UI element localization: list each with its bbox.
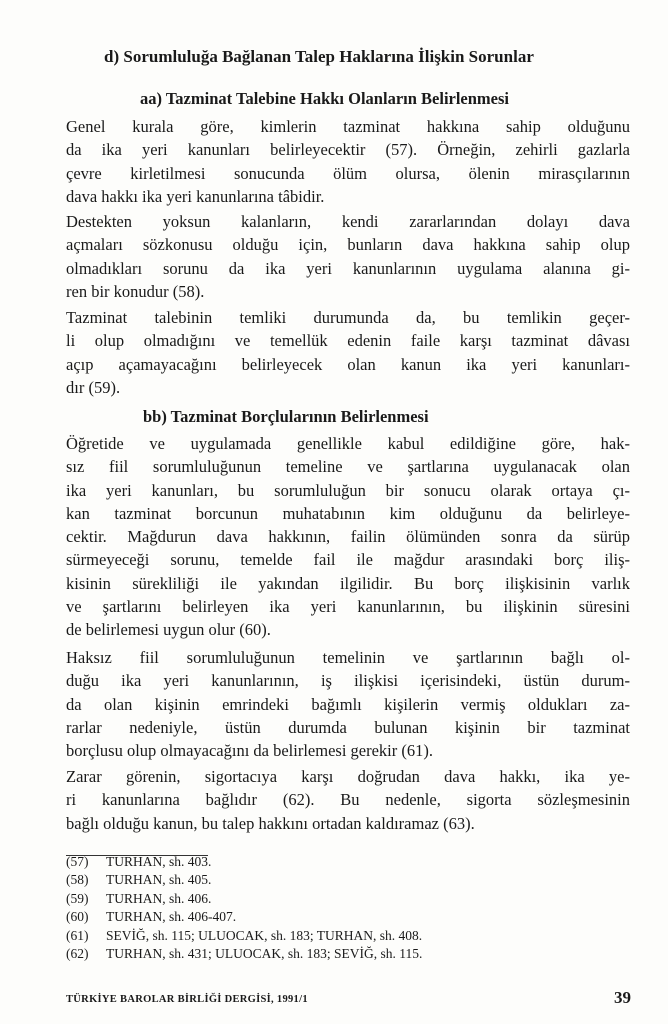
text-line: Tazminat talebinin temliki durumunda da, bu temlikin geçer- bbox=[66, 308, 630, 327]
footnote-text: TURHAN, sh. 405. bbox=[106, 872, 212, 888]
text-line: cektir. Mağdurun dava hakkının, failin ölümünden sonra da sürüp bbox=[66, 527, 630, 547]
paragraph-4 bbox=[66, 432, 630, 642]
text-line: dava hakkı ika yeri kanunlarına tâbidir. bbox=[66, 186, 325, 206]
text-line: Haksız fiil sorumluluğunun temelinin ve şartlarının bağlı ol- bbox=[66, 648, 630, 667]
footnote bbox=[66, 890, 606, 908]
footnote-number: (61) bbox=[66, 927, 89, 943]
text-line: bağlı olduğu kanun, bu talep hakkını ortadan kaldıramaz (63). bbox=[66, 813, 475, 833]
footnote bbox=[66, 927, 606, 945]
paragraph-1 bbox=[66, 115, 630, 208]
footnote-number: (60) bbox=[66, 909, 89, 925]
subsection-heading-aa: aa) Tazminat Talebine Hakkı Olanların Belirlenmesi bbox=[140, 89, 510, 108]
text-line: Genel kurala göre, kimlerin tazminat hakkına sahip olduğunu bbox=[66, 117, 630, 136]
journal-footer: TÜRKİYE BAROLAR BİRLİĞİ DERGİSİ, 1991/1 bbox=[66, 994, 308, 1005]
subsection-heading-bb: bb) Tazminat Borçlularının Belirlenmesi bbox=[143, 407, 429, 426]
footnotes bbox=[66, 853, 606, 963]
text-line: ren bir konudur (58). bbox=[66, 281, 205, 301]
footnote-text: TURHAN, sh. 406-407. bbox=[106, 909, 237, 925]
text-line: kisinin sürekliliği ile yakından ilgilidir. Bu borç ilişkisinin varlık bbox=[66, 573, 630, 593]
text-line: dır (59). bbox=[66, 377, 121, 397]
text-line: kan tazminat borcunun muhatabının kim olduğunu da belirleye- bbox=[66, 503, 630, 523]
text-line: sürmeyeceği sorunu, temelde fail ile mağdur arasındaki borç iliş- bbox=[66, 550, 630, 570]
text-line: Zarar görenin, sigortacıya karşı doğrudan dava hakkı, ika ye- bbox=[66, 767, 630, 786]
footnote bbox=[66, 945, 606, 963]
footnote-number: (57) bbox=[66, 854, 89, 869]
text-line: ve şartlarını belirleyen ika yeri kanunlarının, bu ilişkinin süresini bbox=[66, 597, 630, 617]
paragraph-3 bbox=[66, 306, 630, 399]
text-line: olmadıkları sorunu da ika yeri kanunlarının uygulama alanına gi- bbox=[66, 258, 630, 278]
paragraph-6 bbox=[66, 765, 630, 835]
footnote bbox=[66, 853, 606, 871]
footnote-number: (59) bbox=[66, 890, 89, 906]
text-line: da ika yeri kanunları belirleyecektir (57). Örneğin, zehirli gazlarla bbox=[66, 140, 630, 160]
text-line: açıp açamayacağını belirleyecek olan kanun ika yeri kanunları- bbox=[66, 354, 630, 374]
text-line: çevre kirletilmesi sonucunda ölüm olursa, ölenin mirasçılarının bbox=[66, 163, 630, 183]
section-heading-d: d) Sorumluluğa Bağlanan Talep Haklarına İlişkin Sorunlar bbox=[104, 47, 534, 66]
text-line: Destekten yoksun kalanların, kendi zararlarından dolayı dava bbox=[66, 212, 630, 231]
footnote-number: (62) bbox=[66, 946, 89, 962]
paragraph-5 bbox=[66, 646, 630, 762]
text-line: de belirlemesi uygun olur (60). bbox=[66, 620, 271, 640]
text-line: rarlar nedeniyle, üstün durumda bulunan kişinin bir tazminat bbox=[66, 717, 630, 737]
text-line: borçlusu olup olmayacağını da belirlemesi gerekir (61). bbox=[66, 741, 434, 761]
text-line: Öğretide ve uygulamada genellikle kabul edildiğine göre, hak- bbox=[66, 434, 630, 453]
paragraph-2 bbox=[66, 210, 630, 303]
footnote-text: TURHAN, sh. 431; ULUOCAK, sh. 183; SEVİĞ, sh. 115. bbox=[106, 946, 423, 962]
text-line: ika yeri kanunları, bu sorumluluğun bir sonucu olarak ortaya çı- bbox=[66, 480, 630, 500]
footnote-number: (58) bbox=[66, 872, 89, 888]
text-line: da olan kişinin emrindeki bağımlı kişilerin vermiş oldukları za- bbox=[66, 694, 630, 714]
page-number: 39 bbox=[614, 988, 631, 1007]
text-line: sız fiil sorumluluğunun temeline ve şartlarına uygulanacak olan bbox=[66, 457, 630, 477]
footnote-text: TURHAN, sh. 403. bbox=[106, 854, 212, 869]
footnote-text: SEVİĞ, sh. 115; ULUOCAK, sh. 183; TURHAN, sh. 408. bbox=[106, 927, 423, 943]
footnote bbox=[66, 871, 606, 889]
text-line: li olup olmadığını ve temellük edenin faile karşı tazminat dâvası bbox=[66, 331, 630, 351]
text-line: açmaları sözkonusu olduğu için, bunların dava hakkına sahip olup bbox=[66, 235, 630, 255]
footnote-text: TURHAN, sh. 406. bbox=[106, 890, 212, 906]
text-line: ri kanunlarına bağlıdır (62). Bu nedenle, sigorta sözleşmesinin bbox=[66, 790, 630, 810]
footnote bbox=[66, 908, 606, 926]
text-line: duğu ika yeri kanunlarının, iş ilişkisi içerisindeki, üstün durum- bbox=[66, 671, 630, 691]
